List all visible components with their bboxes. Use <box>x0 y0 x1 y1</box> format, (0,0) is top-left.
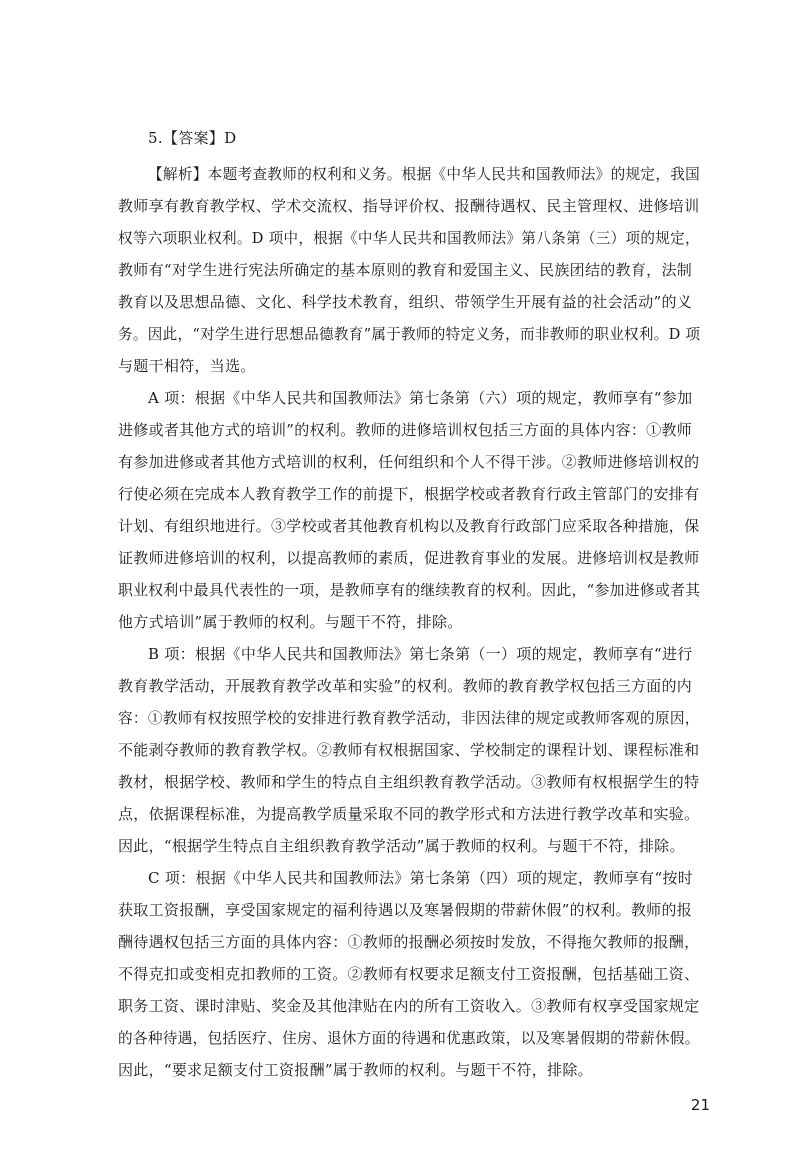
option-a-line: 职业权利中最具代表性的一项，是教师享有的继续教育的权利。因此，“参加进修或者其 <box>118 581 701 599</box>
option-b-line: 点，依据课程标准，为提高教学质量采取不同的教学形式和方法进行教学改革和实验。 <box>118 805 700 823</box>
option-a-line: A 项：根据《中华人民共和国教师法》第七条第（六）项的规定，教师享有“参加 <box>148 389 693 407</box>
answer-heading: 5.【答案】D <box>148 129 237 147</box>
analysis-line: 教师有“对学生进行宪法所确定的基本原则的教育和爱国主义、民族团结的教育，法制 <box>118 261 693 279</box>
option-c-line: 获取工资报酬，享受国家规定的福利待遇以及寒暑假期的带薪休假”的权利。教师的报 <box>118 901 693 919</box>
option-b-line: 因此，“根据学生特点自主组织教育教学活动”属于教师的权利。与题干不符，排除。 <box>118 837 685 855</box>
option-a-line: 计划、有组织地进行。③学校或者其他教育机构以及教育行政部门应采取各种措施，保 <box>118 517 700 535</box>
option-a-line: 他方式培训”属于教师的权利。与题干不符，排除。 <box>118 613 463 631</box>
option-c-line: 不得克扣或变相克扣教师的工资。②教师有权要求足额支付工资报酬，包括基础工资、 <box>118 965 700 983</box>
option-b-line: 不能剥夺教师的教育教学权。②教师有权根据国家、学校制定的课程计划、课程标准和 <box>118 741 700 759</box>
page-number: 21 <box>690 1096 710 1114</box>
option-c-line: 因此，“要求足额支付工资报酬”属于教师的权利。与题干不符，排除。 <box>118 1061 593 1079</box>
analysis-line: 与题干相符，当选。 <box>118 357 256 375</box>
option-a-line: 有参加进修或者其他方式培训的权利，任何组织和个人不得干涉。②教师进修培训权的 <box>118 453 700 471</box>
option-b-line: 教育教学活动，开展教育教学改革和实验”的权利。教师的教育教学权包括三方面的内 <box>118 677 693 695</box>
option-b-line: 容：①教师有权按照学校的安排进行教育教学活动，非因法律的规定或教师客观的原因， <box>118 709 700 727</box>
option-a-line: 证教师进修培训的权利，以提高教师的素质，促进教育事业的发展。进修培训权是教师 <box>118 549 700 567</box>
option-c-line: 的各种待遇，包括医疗、住房、退休方面的待遇和优惠政策，以及寒暑假期的带薪休假。 <box>118 1029 700 1047</box>
page-content <box>118 122 700 1086</box>
option-c-line: 酬待遇权包括三方面的具体内容：①教师的报酬必须按时发放，不得拖欠教师的报酬， <box>118 933 700 951</box>
option-c-line: 职务工资、课时津贴、奖金及其他津贴在内的所有工资收入。③教师有权享受国家规定 <box>118 997 700 1015</box>
option-a-line: 行使必须在完成本人教育教学工作的前提下，根据学校或者教育行政主管部门的安排有 <box>118 485 700 503</box>
analysis-line: 【解析】本题考查教师的权利和义务。根据《中华人民共和国教师法》的规定，我国 <box>148 165 701 183</box>
analysis-line: 教育以及思想品德、文化、科学技术教育，组织、带领学生开展有益的社会活动”的义 <box>118 293 693 311</box>
option-b-line: B 项：根据《中华人民共和国教师法》第七条第（一）项的规定，教师享有“进行 <box>148 645 693 663</box>
option-a-line: 进修或者其他方式的培训”的权利。教师的进修培训权包括三方面的具体内容：①教师 <box>118 421 693 439</box>
option-c-line: C 项：根据《中华人民共和国教师法》第七条第（四）项的规定，教师享有“按时 <box>148 869 694 887</box>
option-b-line: 教材，根据学校、教师和学生的特点自主组织教育教学活动。③教师有权根据学生的特 <box>118 773 700 791</box>
analysis-line: 权等六项职业权利。D 项中，根据《中华人民共和国教师法》第八条第（三）项的规定， <box>118 229 700 247</box>
analysis-line: 教师享有教育教学权、学术交流权、指导评价权、报酬待遇权、民主管理权、进修培训 <box>118 197 700 215</box>
analysis-line: 务。因此，“对学生进行思想品德教育”属于教师的特定义务，而非教师的职业权利。D 项 <box>118 325 701 343</box>
